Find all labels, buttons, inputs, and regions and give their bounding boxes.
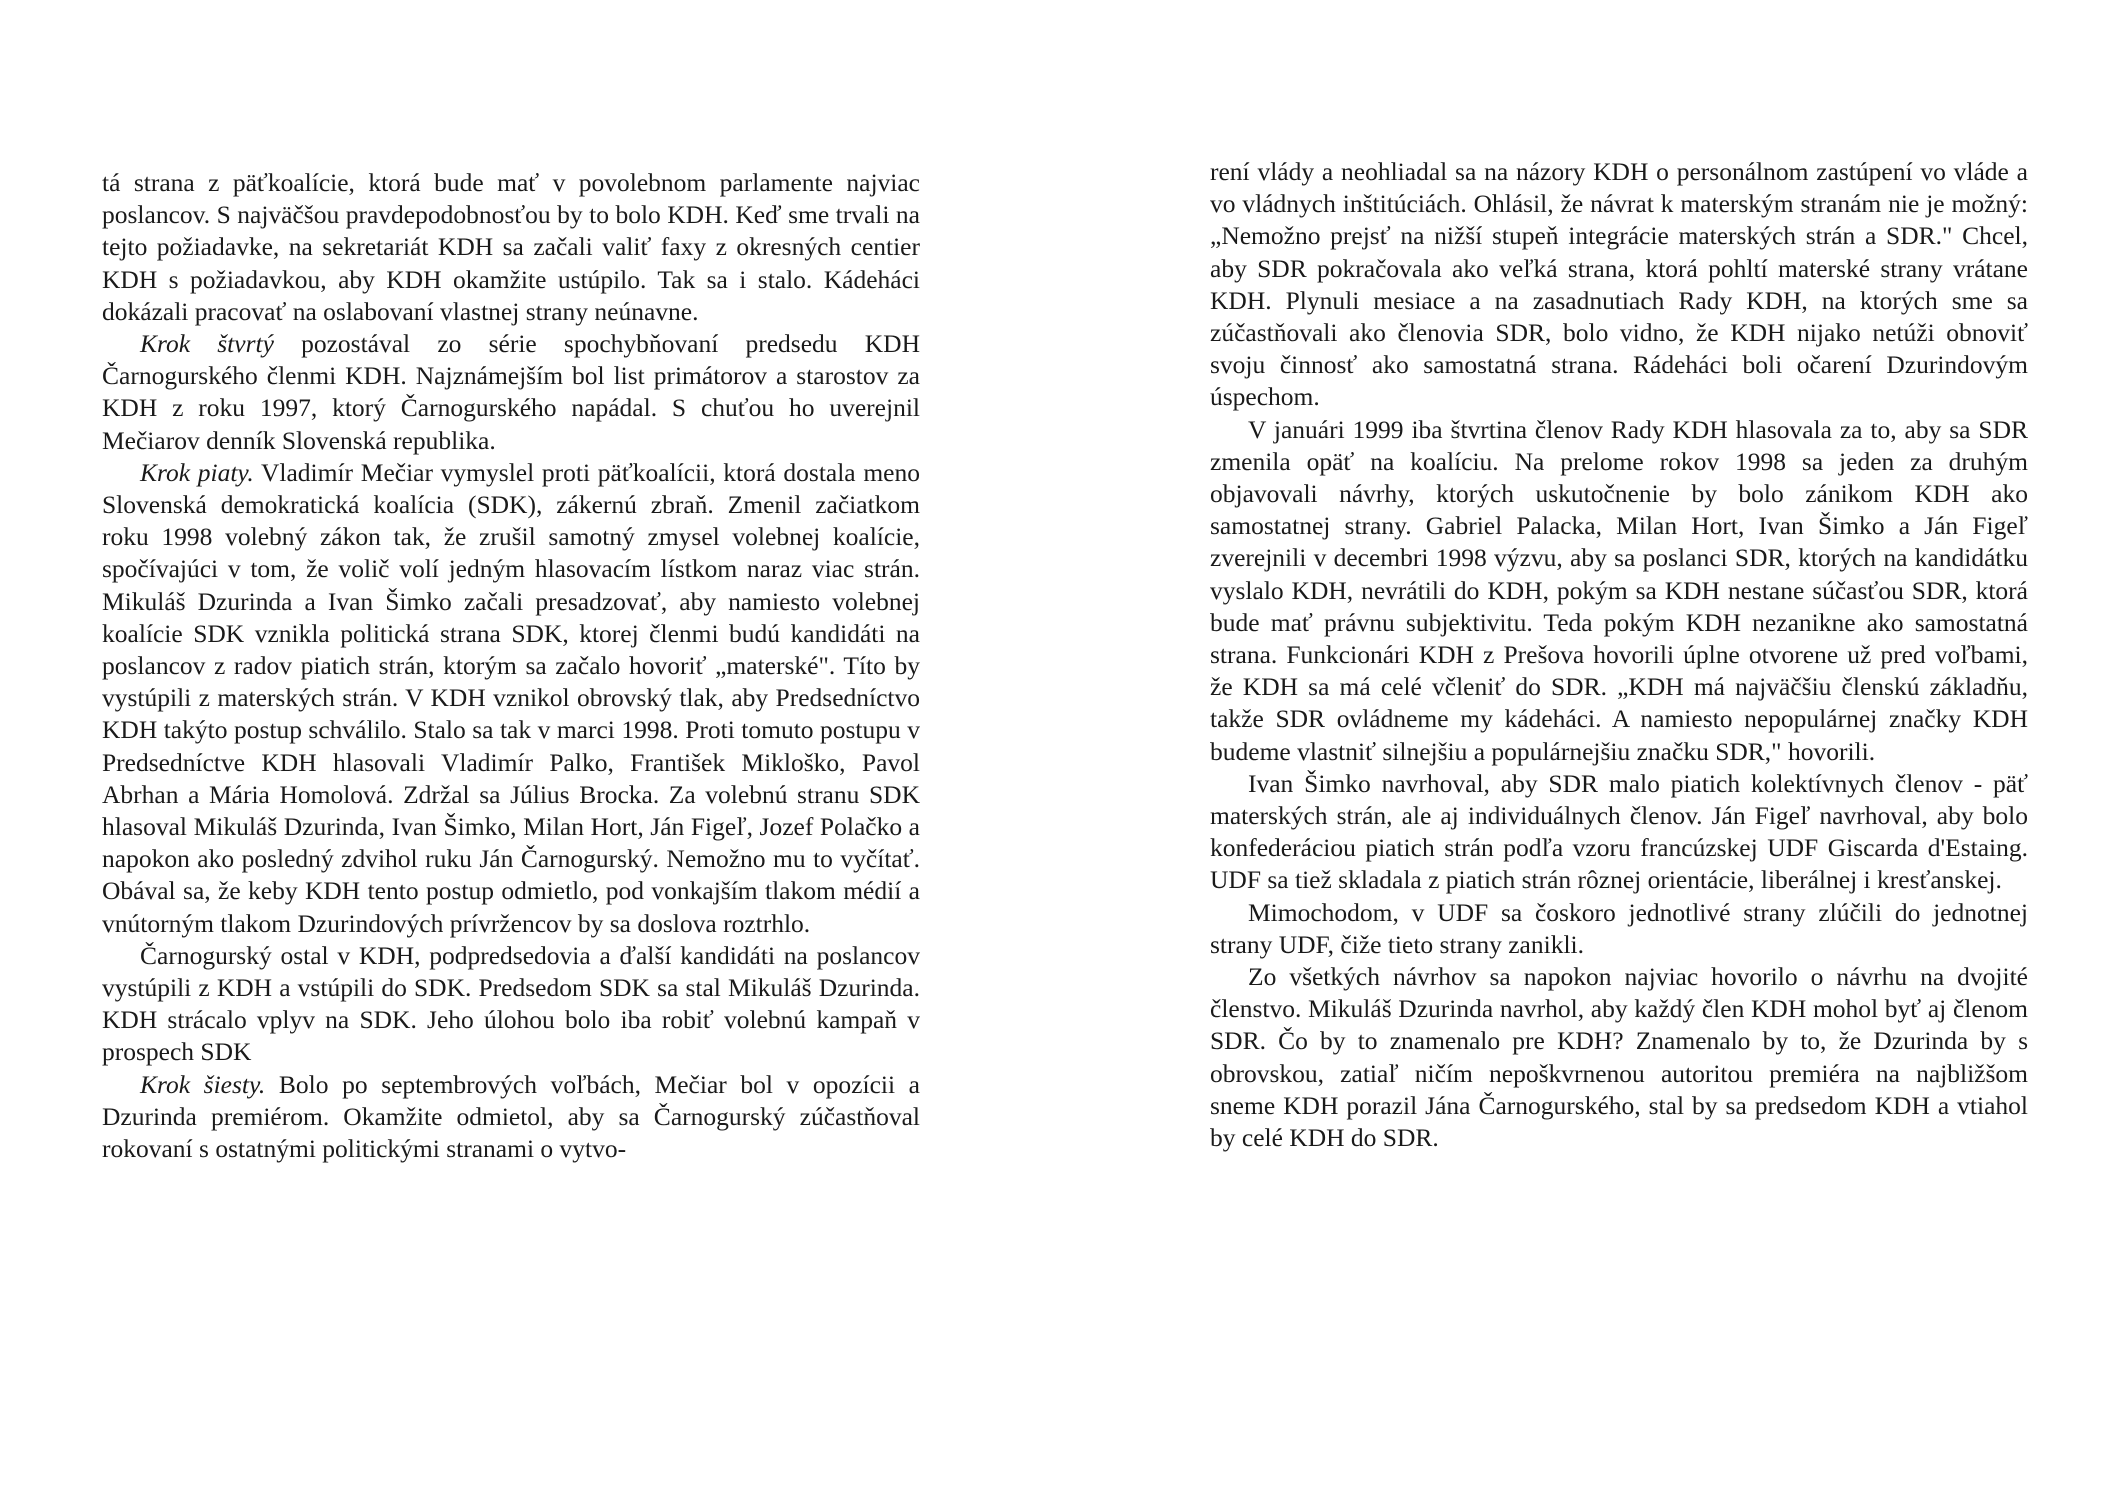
paragraph: rení vlády a neohliadal sa na názory KDH o personálnom zastúpení vo vláde a vo vládnych inštitúciách. Ohlásil, že návrat k materským stranám nie je možný: „Nemožno prejsť na nižší stupeň integrácie materských strán a SDR." Chcel, aby SDR pokračovala ako veľká strana, ktorá pohltí materské strany vrátane KDH. Plynuli mesiace a na zasadnutiach Rady KDH, na ktorých sme sa zúčastňovali ako členovia SDR, bolo vidno, že KDH nijako netúži obnoviť svoju činnosť ako samostatná strana. Rádeháci boli očarení Dzurindovým úspechom. (1210, 157, 2028, 412)
left-text-column (102, 167, 920, 1165)
paragraph: Zo všetkých návrhov sa napokon najviac hovorilo o návrhu na dvojité členstvo. Mikuláš Dzurinda navrhol, aby každý člen KDH mohol byť aj členom SDR. Čo by to znamenalo pre KDH? Znamenalo by to, že Dzurinda by s obrovskou, zatiaľ ničím nepoškvrnenou autoritou premiéra na najbližšom sneme KDH porazil Jána Čarnogurského, stal by sa predsedom KDH a vtiahol by celé KDH do SDR. (1210, 962, 2028, 1153)
paragraph: V januári 1999 iba štvrtina členov Rady KDH hlasovala za to, aby sa SDR zmenila opäť na koalíciu. Na prelome rokov 1998 sa jeden za druhým objavovali návrhy, ktorých uskutočnenie by bolo zánikom KDH ako samostatnej strany. Gabriel Palacka, Milan Hort, Ivan Šimko a Ján Figeľ zverejnili v decembri 1998 výzvu, aby sa poslanci SDR, ktorých na kandidátku vyslalo KDH, nevrátili do KDH, pokým sa KDH nestane súčasťou SDR, ktorá bude mať právnu subjektivitu. Teda pokým KDH nezanikne ako samostatná strana. Funkcionári KDH z Prešova hovorili úplne otvorene už pred voľbami, že KDH sa má celé včleniť do SDR. „KDH má najväčšiu členskú základňu, takže SDR ovládneme my kádeháci. A namiesto nepopulárnej značky KDH budeme vlastniť silnejšiu a populárnejšiu značku SDR," hovorili. (1210, 414, 2028, 766)
paragraph: Mimochodom, v UDF sa čoskoro jednotlivé strany zlúčili do jednotnej strany UDF, čiže tieto strany zanikli. (1210, 897, 2028, 959)
right-text-column (1210, 156, 2028, 1154)
paragraph: Ivan Šimko navrhoval, aby SDR malo piatich kolektívnych členov - päť materských strán, ale aj individuálnych členov. Ján Figeľ navrhoval, aby bolo konfederáciou piatich strán podľa vzoru francúzskej UDF Giscarda d'Estaing. UDF sa tiež skladala z piatich strán rôznej orientácie, liberálnej i kresťanskej. (1210, 768, 2028, 895)
paragraph: Čarnogurský ostal v KDH, podpredsedovia a ďalší kandidáti na poslancov vystúpili z KDH a vstúpili do SDK. Predsedom SDK sa stal Mikuláš Dzurinda. KDH strácalo vplyv na SDK. Jeho úlohou bolo iba robiť volebnú kampaň v prospech SDK (102, 940, 920, 1067)
paragraph: Krok šiesty. Bolo po septembrových voľbách, Mečiar bol v opozícii a Dzurinda premiérom. Okamžite odmietol, aby sa Čarnogurský zúčastňoval rokovaní s ostatnými politickými stranami o vytvo- (102, 1069, 920, 1164)
paragraph: Krok piaty. Vladimír Mečiar vymyslel proti päťkoalícii, ktorá dostala meno Slovenská demokratická koalícia (SDK), zákernú zbraň. Zmenil začiatkom roku 1998 volebný zákon tak, že zrušil samotný zmysel volebnej koalície, spočívajúci v tom, že volič volí jedným hlasovacím lístkom naraz viac strán. Mikuláš Dzurinda a Ivan Šimko začali presadzovať, aby namiesto volebnej koalície SDK vznikla politická strana SDK, ktorej členmi budú kandidáti na poslancov z radov piatich strán, ktorým sa začalo hovoriť „materské". Títo by vystúpili z materských strán. V KDH vznikol obrovský tlak, aby Predsedníctvo KDH takýto postup schválilo. Stalo sa tak v marci 1998. Proti tomuto postupu v Predsedníctve KDH hlasovali Vladimír Palko, František Mikloško, Pavol Abrhan a Mária Homolová. Zdržal sa Július Brocka. Za volebnú stranu SDK hlasoval Mikuláš Dzurinda, Ivan Šimko, Milan Hort, Ján Figeľ, Jozef Polačko a napokon ako posledný zdvihol ruku Ján Čarnogurský. Nemožno mu to vyčítať. Obával sa, že keby KDH tento postup odmietlo, pod vonkajším tlakom médií a vnútorným tlakom Dzurindových prívržencov by sa doslova roztrhlo. (102, 457, 920, 938)
paragraph: Krok štvrtý pozostával zo série spochybňovaní predsedu KDH Čarnogurského členmi KDH. Najznámejším bol list primátorov a starostov za KDH z roku 1997, ktorý Čarnogurského napádal. S chuťou ho uverejnil Mečiarov denník Slovenská republika. (102, 329, 920, 455)
step-heading: Krok piaty. (140, 457, 254, 487)
step-heading: Krok šiesty. (140, 1069, 266, 1099)
paragraph: tá strana z päťkoalície, ktorá bude mať v povolebnom parlamente najviac poslancov. S najväčšou pravdepodobnosťou by to bolo KDH. Keď sme trvali na tejto požiadavke, na sekretariát KDH sa začali valiť faxy z okresných centier KDH s požiadavkou, aby KDH okamžite ustúpilo. Tak sa i stalo. Kádeháci dokázali pracovať na oslabovaní vlastnej strany neúnavne. (102, 168, 920, 326)
right-page (1058, 0, 2116, 1500)
step-heading: Krok štvrtý (140, 329, 274, 359)
